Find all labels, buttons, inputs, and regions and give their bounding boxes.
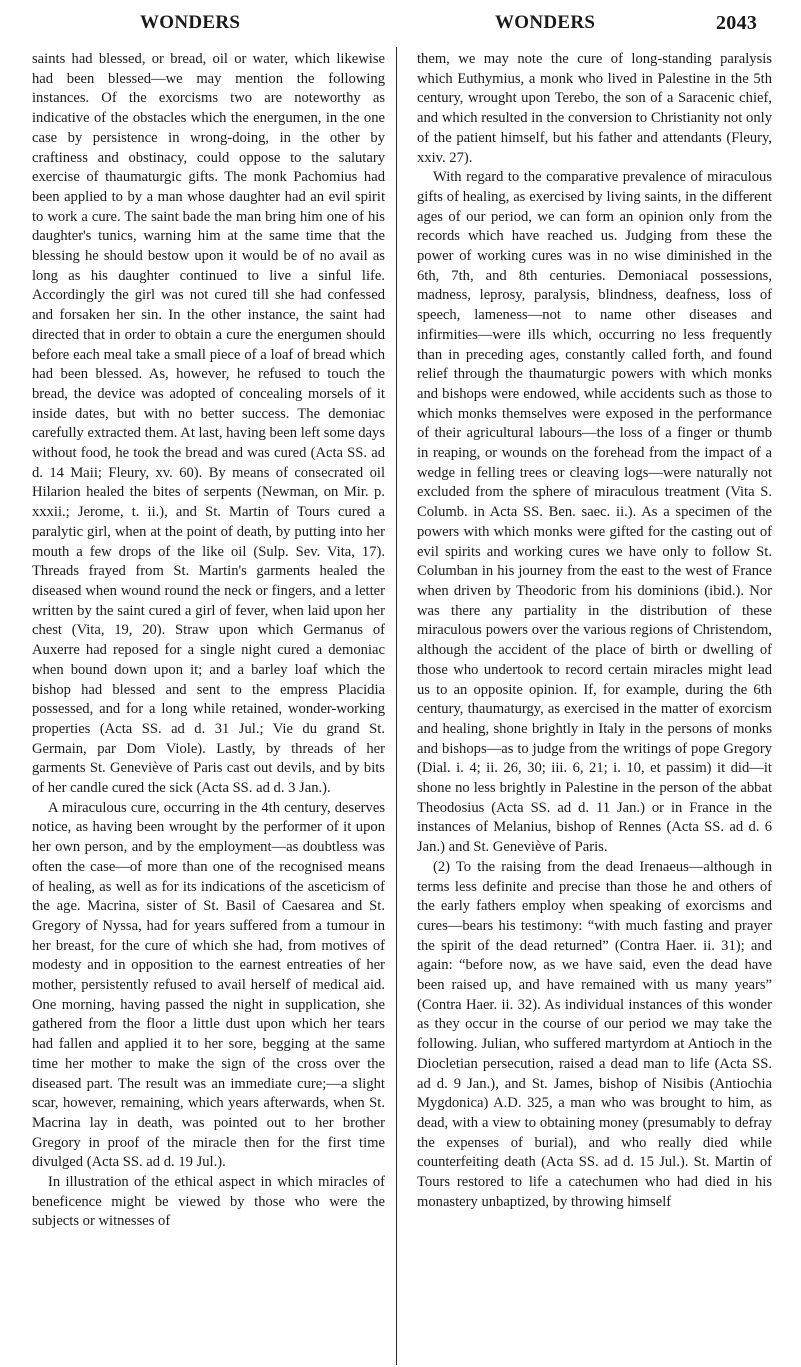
page-number: 2043: [716, 12, 758, 34]
paragraph: (2) To the raising from the dead Irenaeus—although in terms less definite and precise than those he and others of the early fathers employ when speaking of exorcisms and cures—bears his testimony: “with much fasting and prayer the spirit of the dead returned” (Contra Haer. ii. 31); and again: “before now, as we have said, even the dead have been raised up, and have remained with us many years” (Contra Haer. ii. 32). As individual instances of this wonder as they occur in the course of our period we may take the following. Julian, who suffered martyrdom at Antioch in the Diocletian persecution, raised a dead man to life (Acta SS. ad d. 9 Jan.), and St. James, bishop of Nisibis (Antiochia Mygdonica) A.D. 325, a man who was brought to him, as dead, with a view to obtaining money (presumably to defray the expenses of burial), and who really died while counterfeiting death (Acta SS. ad d. 15 Jul.). St. Martin of Tours restored to life a catechumen who had died in his monastery unbaptized, by throwing himself: [417, 858, 772, 1210]
paragraph: In illustration of the ethical aspect in which miracles of beneficence might be viewed by those who were the subjects or witnesses of: [32, 1174, 385, 1230]
left-running-title: WONDERS: [140, 12, 241, 33]
paragraph: With regard to the comparative prevalence of miraculous gifts of healing, as exercised by living saints, in the different ages of our period, we can form an opinion only from the records which have reached us. Judging from these the power of working cures was in no wise diminished in the 6th, 7th, and 8th centuries. Demoniacal possessions, madness, leprosy, paralysis, blindness, deafness, loss of speech, lameness—not to name other diseases and infirmities—were ills which, occurring no less frequently than in preceding ages, constantly called forth, and found relief through the thaumaturgic powers with which monks and bishops were endowed, while accidents such as those to which monks themselves were exposed in the performance of their agricultural labours—the loss of a finger or thumb in reaping, or wounds on the forehead from the impact of a wedge in felling trees or cleaving logs—were naturally not excluded from the sphere of miraculous treatment (Vita S. Columb. in Acta SS. Ben. saec. ii.). As a specimen of the powers with which monks were gifted for the casting out of evil spirits and working cures we have only to follow St. Columban in his journey from the east to the west of France when driven by Theodoric from his dominions (ibid.). Nor was there any partiality in the distribution of these miraculous powers over the various regions of Christendom, although the accident of the place of birth or dwelling of those who undertook to record certain miracles might lead us to an opposite opinion. If, for example, during the 6th century, thaumaturgy, as exercised in the matter of exorcism and healing, shone brightly in Italy in the persons of monks and bishops—as to judge from the writings of pope Gregory (Dial. i. 4; ii. 26, 30; iii. 6, 21; i. 10, et passim) it did—it shone no less brightly in Palestine in the person of the abbat Theodosius (Acta SS. ad d. 11 Jan.) or in France in the instances of Melanius, bishop of Rennes (Acta SS. ad d. 6 Jan.) and St. Geneviève of Paris.: [417, 169, 772, 856]
right-running-title: WONDERS: [495, 12, 596, 33]
left-column: [32, 50, 385, 1232]
running-header: [0, 12, 801, 38]
right-column: [417, 50, 772, 1212]
column-divider: [396, 47, 397, 1365]
paragraph: saints had blessed, or bread, oil or water, which likewise had been blessed—we may mention the following instances. Of the exorcisms two are noteworthy as indicative of the obstacles which the energumen, in the one case by persistence in wrong-doing, in the other by craftiness and obstinacy, could oppose to the salutary exercise of thaumaturgic gifts. The monk Pachomius had been applied to by a man whose daughter had an evil spirit to work a cure. The saint bade the man bring him one of his daughter's tunics, warning him at the same time that the blessing he should bestow upon it would be of no avail as long as his daughter continued to live a sinful life. Accordingly the girl was not cured till she had confessed and forsaken her sin. In the other instance, the saint had directed that in order to obtain a cure the energumen should before each meal take a small piece of a loaf of bread which had been blessed. As, however, he refused to touch the bread, the device was adopted of concealing morsels of it inside dates, but with no better success. The demoniac carefully extracted them. At last, having been left some days without food, he took the bread and was cured (Acta SS. ad d. 14 Maii; Fleury, xv. 60). By means of consecrated oil Hilarion healed the bites of serpents (Newman, on Mir. p. xxxii.; Jerome, t. ii.), and St. Martin of Tours cured a paralytic girl, when at the point of death, by putting into her mouth a few drops of the like oil (Sulp. Sev. Vita, 17). Threads frayed from St. Martin's garments healed the diseased when wound round the neck or fingers, and a letter written by the saint cured a girl of fever, when laid upon her chest (Vita, 19, 20). Straw upon which Germanus of Auxerre had reposed for a single night cured a demoniac when bound down upon it; and a barley loaf which the bishop had blessed and sent to the empress Placidia possessed, and for a long while retained, wonder-working properties (Acta SS. ad d. 31 Jul.; Vie du grand St. Germain, par Dom Viole). Lastly, by threads of her garments St. Geneviève of Paris cast out devils, and by bits of her candle cured the sick (Acta SS. ad d. 3 Jan.).: [32, 51, 385, 797]
paragraph: them, we may note the cure of long-standing paralysis which Euthymius, a monk who lived in Palestine in the 5th century, wrought upon Terebo, the son of a Saracenic chief, and which resulted in the conversion to Christianity not only of the patient himself, but his father and attendants (Fleury, xxiv. 27).: [417, 51, 772, 166]
paragraph: A miraculous cure, occurring in the 4th century, deserves notice, as having been wrought by the performer of it upon her own person, and by the employment—as doubtless was often the case—of more than one of the recognised means of healing, as well as for its indications of the asceticism of the age. Macrina, sister of St. Basil of Caesarea and St. Gregory of Nyssa, had for years suffered from a tumour in her breast, for the cure of which she had, from motives of modesty and in opposition to the earnest entreaties of her mother, persistently refused to avail herself of medical aid. One morning, having passed the night in supplication, she gathered from the floor a little dust upon which her tears had fallen and applied it to her sore, begging at the same time her mother to make the sign of the cross over the diseased part. The result was an immediate cure;—a slight scar, however, remaining, which years afterwards, when St. Macrina lay in death, was pointed out to her brother Gregory in proof of the miracle then for the first time divulged (Acta SS. ad d. 19 Jul.).: [32, 799, 385, 1171]
